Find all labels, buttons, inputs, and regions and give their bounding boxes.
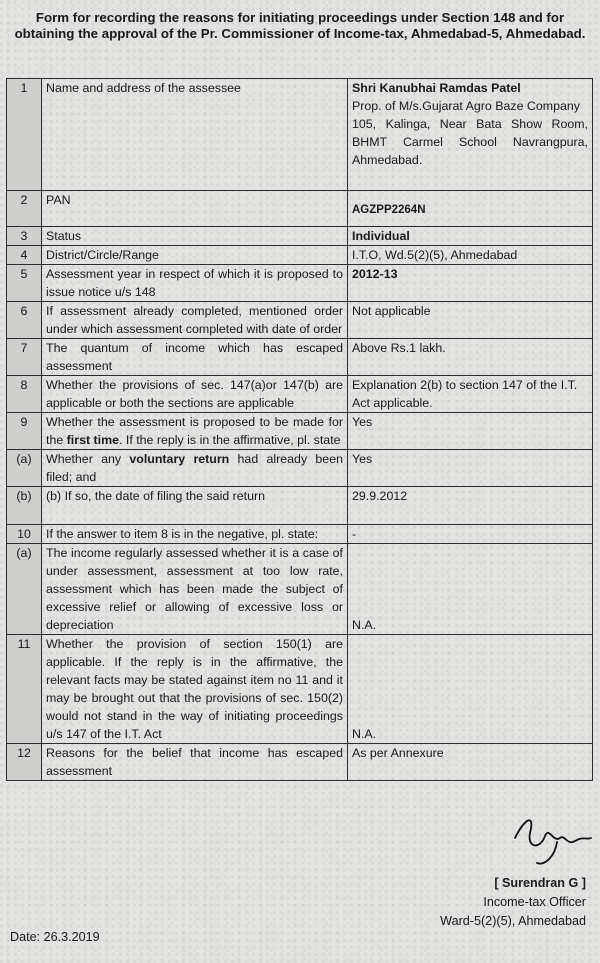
row-number: (a) [7,544,42,635]
row-question: If assessment already completed, mentioned order under which assessment completed with date of order [42,302,348,339]
row-question: Whether the provision of section 150(1) are applicable. If the reply is in the affirmative, the relevant facts may be stated against item no 11 and it may be brought out that the provisions of sec. 150(2) would not stand in the way of initiating proceedings u/s 147 of the I.T. Act [42,635,348,744]
row-question: (b) If so, the date of filing the said return [42,487,348,525]
assessee-address: Prop. of M/s.Gujarat Agro Baze Company 105, Kalinga, Near Bata Show Room, BHMT Carmel School Navrangpura, Ahmedabad. [352,99,588,167]
row-question: The quantum of income which has escaped assessment [42,339,348,376]
row-question: If the answer to item 8 is in the negative, pl. state: [42,525,348,544]
row-question: District/Circle/Range [42,246,348,265]
signatory-office: Ward-5(2)(5), Ahmedabad [440,914,586,928]
row-answer: Individual [348,227,593,246]
document-date: Date: 26.3.2019 [10,930,100,944]
row-number: 1 [7,79,42,191]
row-answer: Yes [348,413,593,450]
question-text: . If the reply is in the affirmative, pl. state [119,433,341,447]
row-question: Whether the provisions of sec. 147(a)or 147(b) are applicable or both the sections are applicable [42,376,348,413]
signatory-designation: Income-tax Officer [483,895,586,909]
row-question: Status [42,227,348,246]
row-answer [348,191,593,227]
signatory-block [440,874,586,931]
question-text: Whether any [46,452,130,466]
row-answer [348,79,593,191]
row-question: PAN [42,191,348,227]
row-answer: 29.9.2012 [348,487,593,525]
row-answer: As per Annexure [348,744,593,781]
row-question: Name and address of the assessee [42,79,348,191]
pan-value: AGZPP2264N [352,204,426,216]
row-number: 9 [7,413,42,450]
table-row [7,635,593,744]
table-row [7,227,593,246]
row-number: (b) [7,487,42,525]
question-emphasis: first time [66,433,119,447]
row-question: Assessment year in respect of which it is proposed to issue notice u/s 148 [42,265,348,302]
row-number: 7 [7,339,42,376]
table-row [7,487,593,525]
assessee-name: Shri Kanubhai Ramdas Patel [352,81,521,95]
table-row [7,302,593,339]
table-row [7,79,593,191]
row-number: (a) [7,450,42,487]
question-text: had already been filed; and [46,452,343,484]
table-row [7,744,593,781]
row-answer: Not applicable [348,302,593,339]
row-number: 8 [7,376,42,413]
form-title: Form for recording the reasons for initiating proceedings under Section 148 and for obtaining the approval of the Pr. Commissioner of Income-tax, Ahmedabad-5, Ahmedabad. [14,10,586,41]
row-question [42,413,348,450]
row-number: 5 [7,265,42,302]
table-row [7,339,593,376]
table-row [7,525,593,544]
row-number: 10 [7,525,42,544]
row-number: 11 [7,635,42,744]
table-row [7,246,593,265]
row-question: The income regularly assessed whether it is a case of under assessment, assessment at too low rate, assessment which has been made the subject of excessive relief or allowing of excessive loss or depreciation [42,544,348,635]
table-row [7,376,593,413]
row-answer: Above Rs.1 lakh. [348,339,593,376]
signatory-name: [ Surendran G ] [494,876,586,890]
row-question: Reasons for the belief that income has escaped assessment [42,744,348,781]
row-number: 12 [7,744,42,781]
handwritten-signature [505,808,595,873]
row-number: 2 [7,191,42,227]
row-answer: N.A. [348,544,593,635]
table-row [7,413,593,450]
row-question [42,450,348,487]
table-row [7,191,593,227]
row-number: 6 [7,302,42,339]
form-table [6,78,593,781]
question-emphasis: voluntary return [129,452,230,466]
row-answer: N.A. [348,635,593,744]
table-row [7,265,593,302]
table-row [7,544,593,635]
row-answer: Yes [348,450,593,487]
row-answer: - [348,525,593,544]
row-number: 3 [7,227,42,246]
question-text: Whether the assessment is proposed to be made for the [46,415,343,447]
row-answer: I.T.O, Wd.5(2)(5), Ahmedabad [348,246,593,265]
row-answer: 2012-13 [348,265,593,302]
table-row [7,450,593,487]
row-number: 4 [7,246,42,265]
row-answer: Explanation 2(b) to section 147 of the I.T. Act applicable. [348,376,593,413]
